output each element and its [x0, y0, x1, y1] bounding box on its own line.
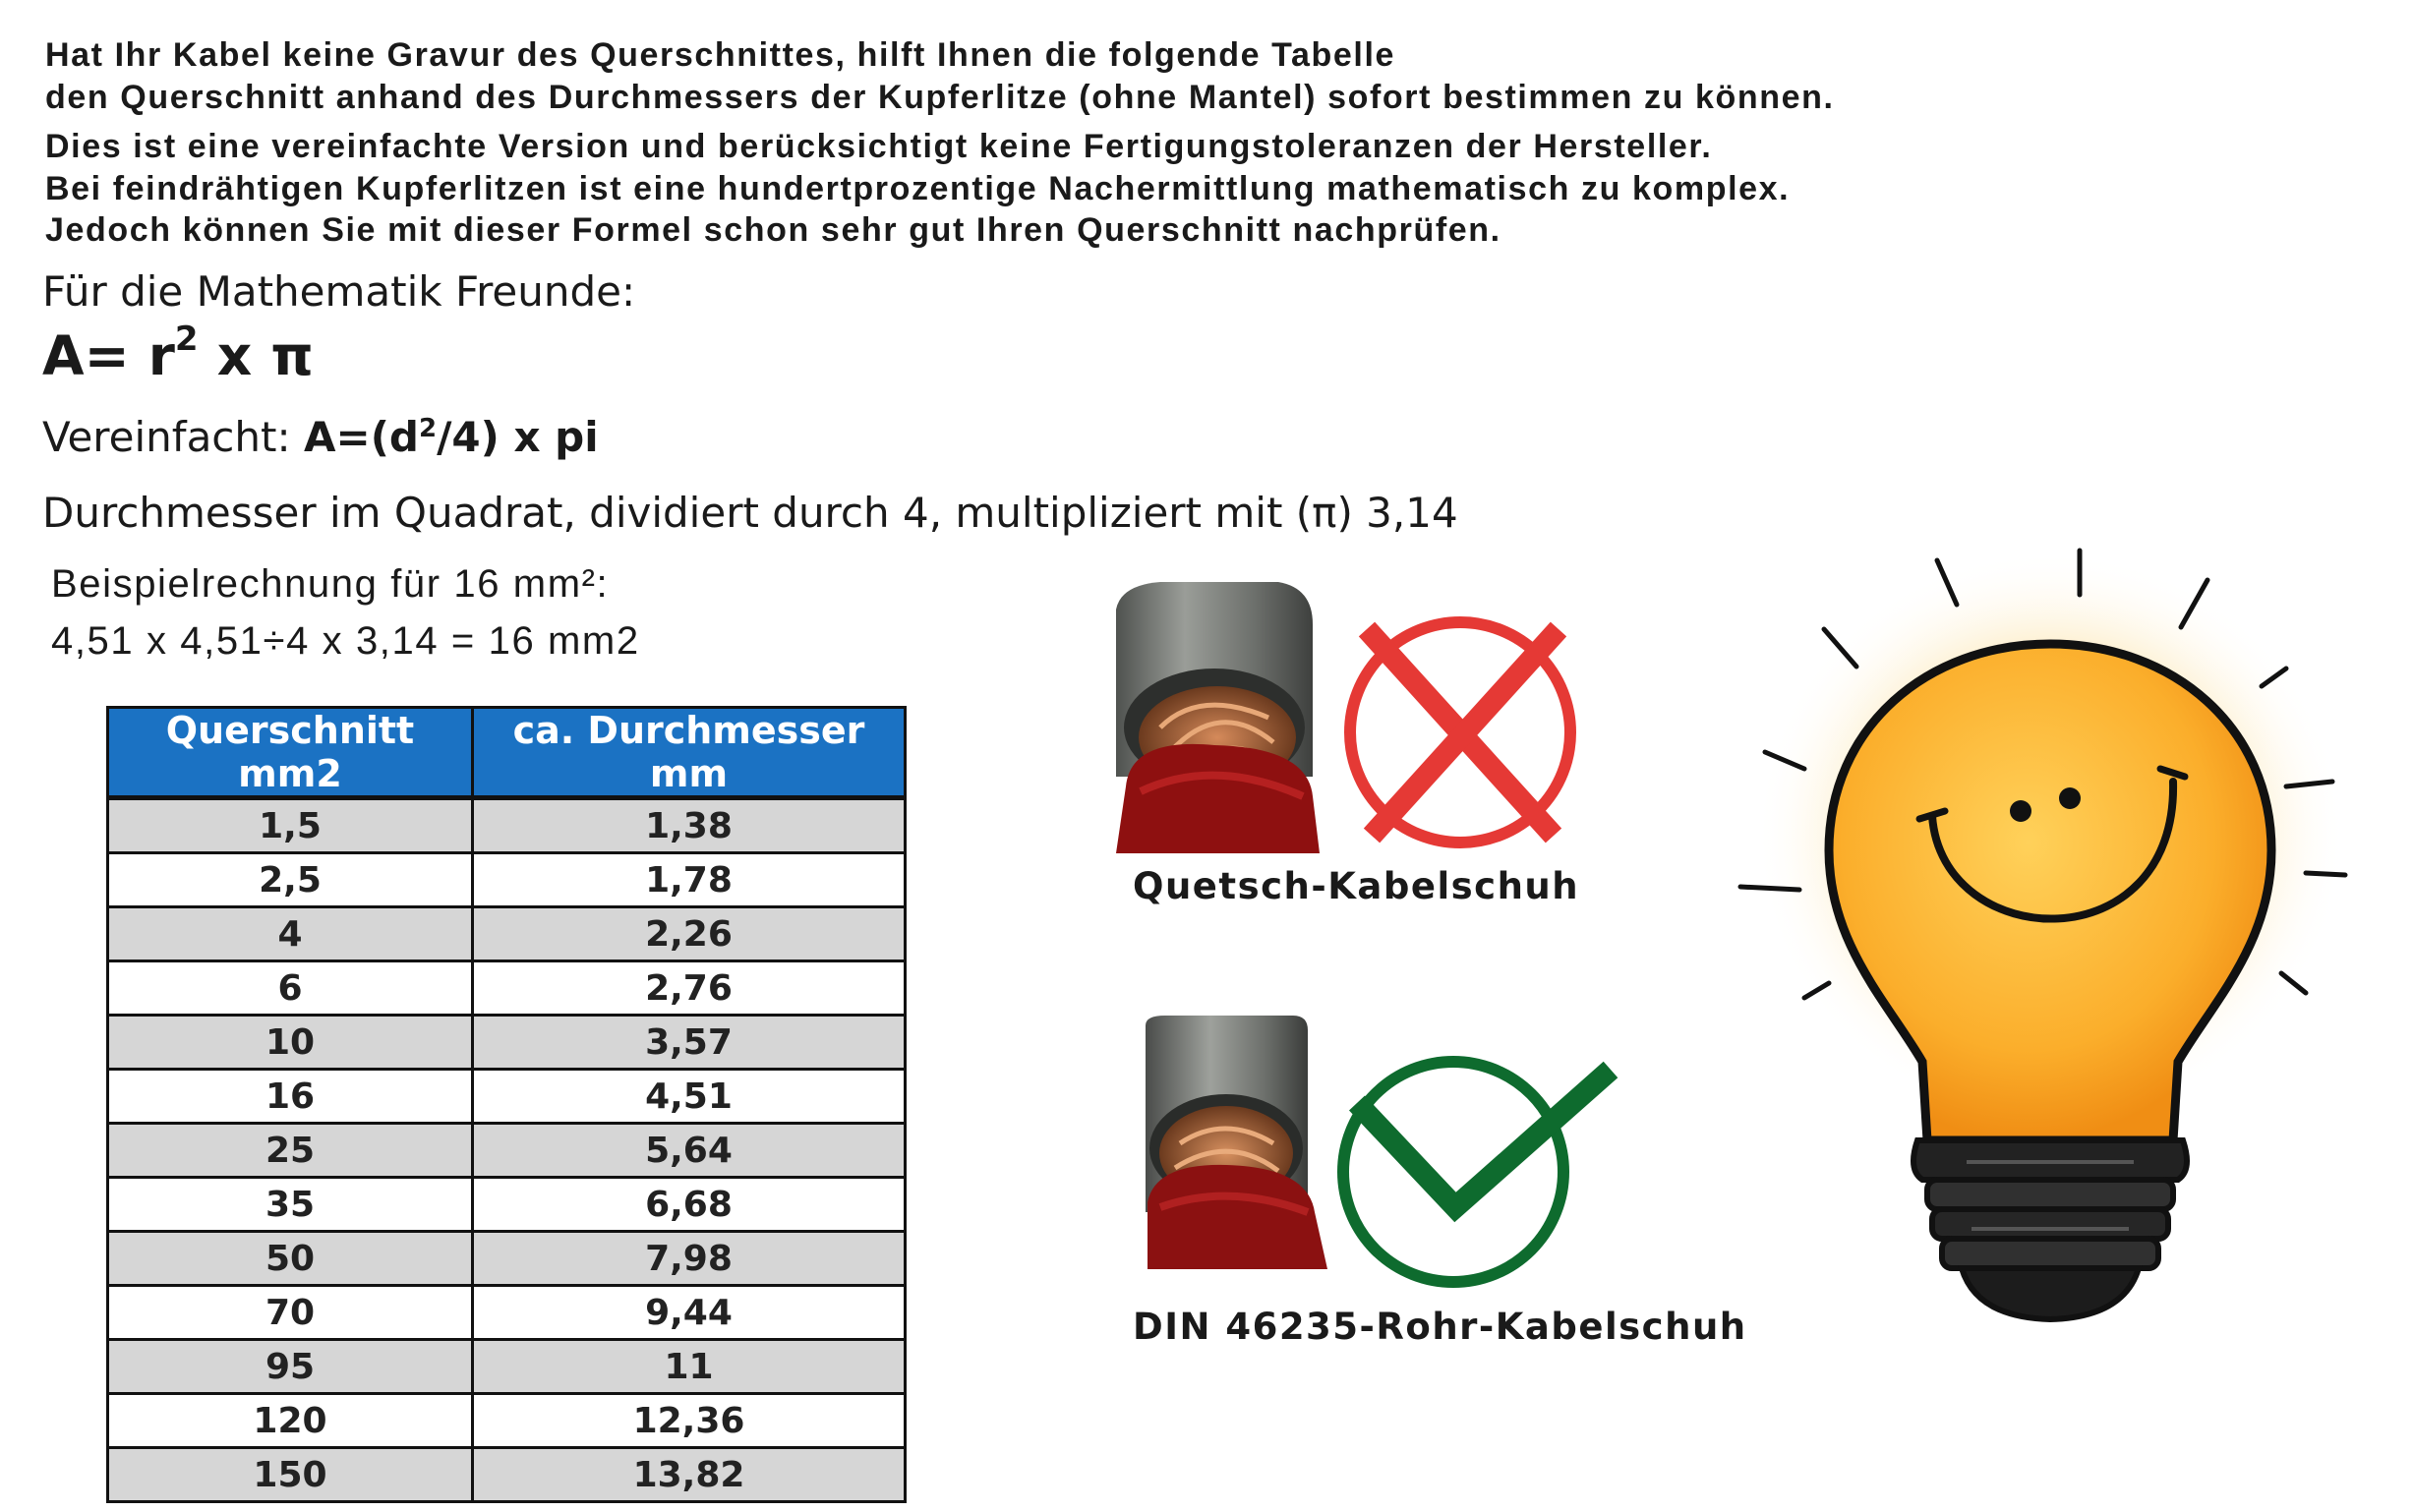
cross-section-cell: 25 [108, 1124, 473, 1178]
example-title: Beispielrechnung für 16 mm²: [51, 562, 610, 606]
table-row [108, 1178, 906, 1232]
table-row [108, 1394, 906, 1448]
cross-section-cell: 95 [108, 1340, 473, 1394]
diameter-cell: 7,98 [473, 1232, 906, 1286]
wrong-lug-caption: Quetsch-Kabelschuh [1133, 865, 1580, 907]
cross-section-cell: 2,5 [108, 853, 473, 907]
formula-explanation: Durchmesser im Quadrat, dividiert durch 4, multipliziert mit (π) 3,14 [42, 489, 1458, 537]
cross-section-cell: 35 [108, 1178, 473, 1232]
diameter-cell: 5,64 [473, 1124, 906, 1178]
header-cross-section: Querschnitt mm2 [108, 708, 473, 798]
table-row [108, 798, 906, 853]
diameter-cell: 9,44 [473, 1286, 906, 1340]
cross-section-cell: 6 [108, 961, 473, 1016]
intro-line-4: Bei feindrähtigen Kupferlitzen ist eine hundertprozentige Nachermittlung mathematisch zu komplex. [45, 170, 1791, 207]
lightbulb-smiley-icon [1731, 541, 2360, 1327]
correct-check-icon [1335, 1042, 1620, 1298]
table-row [108, 1340, 906, 1394]
header-diameter: ca. Durchmesser mm [473, 708, 906, 798]
diameter-cell: 4,51 [473, 1070, 906, 1124]
diameter-cell: 2,26 [473, 907, 906, 961]
table-row [108, 961, 906, 1016]
right-lug-caption: DIN 46235-Rohr-Kabelschuh [1133, 1306, 1747, 1348]
area-formula: $A= r^2$ x π [42, 319, 314, 387]
table-row [108, 853, 906, 907]
intro-line-2: den Querschnitt anhand des Durchmessers der Kupferlitze (ohne Mantel) sofort bestimmen zu können. [45, 79, 1835, 116]
table-row [108, 1070, 906, 1124]
wrong-cross-icon [1337, 610, 1583, 855]
cross-section-table [106, 706, 907, 1503]
cross-section-cell: 50 [108, 1232, 473, 1286]
table-row [108, 907, 906, 961]
table-row [108, 1016, 906, 1070]
intro-line-5: Jedoch können Sie mit dieser Formel schon sehr gut Ihren Querschnitt nachprüfen. [45, 211, 1501, 249]
cross-section-cell: 10 [108, 1016, 473, 1070]
table-row [108, 1124, 906, 1178]
diameter-cell: 13,82 [473, 1448, 906, 1502]
cross-section-cell: 70 [108, 1286, 473, 1340]
intro-line-3: Dies ist eine vereinfachte Version und berücksichtigt keine Fertigungstoleranzen der Hersteller. [45, 128, 1713, 165]
math-heading: Für die Mathematik Freunde: [42, 267, 636, 316]
table-row [108, 1286, 906, 1340]
tube-lug-photo [1136, 1016, 1342, 1271]
diameter-cell: 3,57 [473, 1016, 906, 1070]
cross-section-cell: 16 [108, 1070, 473, 1124]
simplified-formula: Vereinfacht: $A=(d^2/4)$ x pi [42, 413, 599, 461]
crimp-lug-photo [1101, 580, 1327, 855]
cross-section-cell: 4 [108, 907, 473, 961]
table-row [108, 1448, 906, 1502]
diameter-cell: 11 [473, 1340, 906, 1394]
cross-section-cell: 1,5 [108, 798, 473, 853]
example-calculation: 4,51 x 4,51÷4 x 3,14 = 16 mm2 [51, 619, 640, 663]
cross-section-cell: 150 [108, 1448, 473, 1502]
table-header-row [108, 708, 906, 798]
diameter-cell: 12,36 [473, 1394, 906, 1448]
diameter-cell: 6,68 [473, 1178, 906, 1232]
cross-section-cell: 120 [108, 1394, 473, 1448]
intro-line-1: Hat Ihr Kabel keine Gravur des Querschnittes, hilft Ihnen die folgende Tabelle [45, 36, 1396, 74]
diameter-cell: 2,76 [473, 961, 906, 1016]
diameter-cell: 1,78 [473, 853, 906, 907]
table-row [108, 1232, 906, 1286]
diameter-cell: 1,38 [473, 798, 906, 853]
